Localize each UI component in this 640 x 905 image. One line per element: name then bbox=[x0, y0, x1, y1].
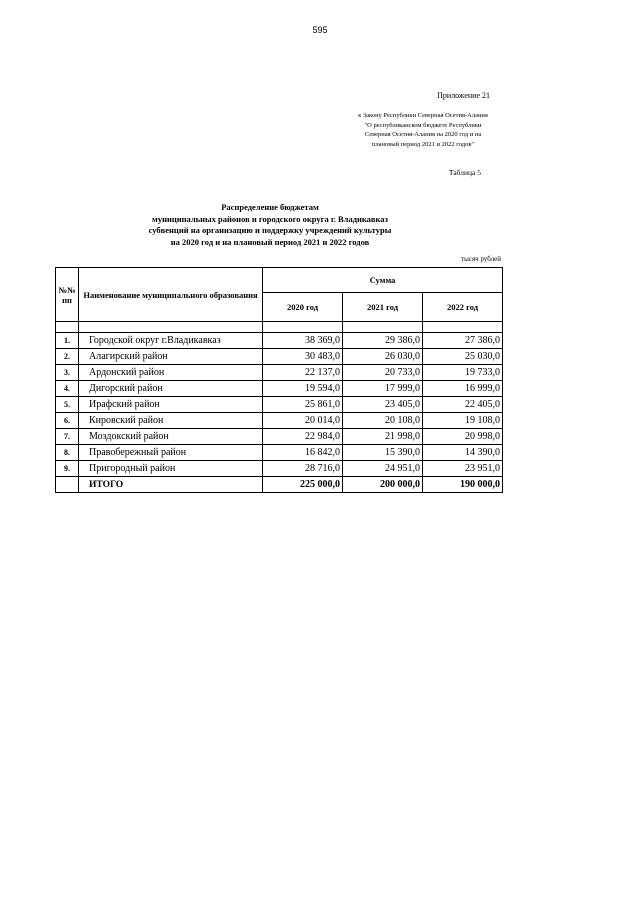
value-2020: 22 137,0 bbox=[263, 365, 343, 381]
value-2021: 20 733,0 bbox=[343, 365, 423, 381]
total-num-cell bbox=[56, 477, 79, 493]
header-sum: Сумма bbox=[263, 268, 503, 293]
table-row bbox=[56, 381, 503, 397]
value-2021: 15 390,0 bbox=[343, 445, 423, 461]
value-2021: 17 999,0 bbox=[343, 381, 423, 397]
municipality-name: Ардонский район bbox=[79, 365, 263, 381]
header-year-2022: 2022 год bbox=[423, 293, 503, 322]
appendix-title: Приложение 21 bbox=[437, 91, 490, 100]
document-title-line: муниципальных районов и городского округа г. Владикавказ bbox=[152, 213, 388, 224]
table-row bbox=[56, 413, 503, 429]
value-2021: 26 030,0 bbox=[343, 349, 423, 365]
municipality-name: Дигорский район bbox=[79, 381, 263, 397]
total-row bbox=[56, 477, 503, 493]
table-row bbox=[56, 365, 503, 381]
row-number: 6. bbox=[56, 413, 79, 429]
header-year-2021: 2021 год bbox=[343, 293, 423, 322]
document-title-line: на 2020 год и на плановый период 2021 и 2022 годов bbox=[170, 236, 370, 247]
row-number: 9. bbox=[56, 461, 79, 477]
municipality-name: Ирафский район bbox=[79, 397, 263, 413]
document-title-line: субвенций на организацию и поддержку учреждений культуры bbox=[148, 225, 392, 235]
total-label: ИТОГО bbox=[79, 477, 263, 493]
table-row bbox=[56, 397, 503, 413]
value-2021: 29 386,0 bbox=[343, 333, 423, 349]
appendix-law-line: Северная Осетия-Алания на 2020 год и на bbox=[364, 131, 482, 138]
table-row bbox=[56, 445, 503, 461]
value-2020: 20 014,0 bbox=[263, 413, 343, 429]
subvention-table bbox=[55, 267, 503, 493]
appendix-law-line: "О республиканском бюджете Республики bbox=[364, 121, 482, 129]
table-row bbox=[56, 429, 503, 445]
units-label: тысяч рублей bbox=[461, 255, 501, 263]
value-2022: 14 390,0 bbox=[423, 445, 503, 461]
row-number: 2. bbox=[56, 349, 79, 365]
table-header-row bbox=[56, 268, 503, 293]
value-2022: 20 998,0 bbox=[423, 429, 503, 445]
spacer-cell bbox=[79, 322, 263, 333]
row-number: 4. bbox=[56, 381, 79, 397]
municipality-name: Моздокский район bbox=[79, 429, 263, 445]
row-number: 8. bbox=[56, 445, 79, 461]
municipality-name: Кировский район bbox=[79, 413, 263, 429]
row-number: 3. bbox=[56, 365, 79, 381]
value-2022: 19 108,0 bbox=[423, 413, 503, 429]
value-2022: 25 030,0 bbox=[423, 349, 503, 365]
appendix-law-line: плановый период 2021 и 2022 годов" bbox=[371, 140, 475, 148]
table-row bbox=[56, 333, 503, 349]
spacer-cell bbox=[343, 322, 423, 333]
value-2020: 19 594,0 bbox=[263, 381, 343, 397]
value-2022: 16 999,0 bbox=[423, 381, 503, 397]
header-year-2020: 2020 год bbox=[263, 293, 343, 322]
header-name: Наименование муниципального образования bbox=[79, 268, 263, 322]
document-title bbox=[90, 202, 450, 248]
table-spacer-row bbox=[56, 322, 503, 333]
row-number: 5. bbox=[56, 397, 79, 413]
table-row bbox=[56, 461, 503, 477]
value-2020: 22 984,0 bbox=[263, 429, 343, 445]
table-row bbox=[56, 349, 503, 365]
page-number: 595 bbox=[312, 25, 328, 35]
document-title-line: Распределение бюджетам bbox=[221, 202, 319, 212]
value-2020: 28 716,0 bbox=[263, 461, 343, 477]
value-2020: 25 861,0 bbox=[263, 397, 343, 413]
value-2021: 24 951,0 bbox=[343, 461, 423, 477]
value-2022: 27 386,0 bbox=[423, 333, 503, 349]
value-2020: 30 483,0 bbox=[263, 349, 343, 365]
appendix-law-reference bbox=[336, 111, 510, 149]
value-2020: 38 369,0 bbox=[263, 333, 343, 349]
total-2020: 225 000,0 bbox=[263, 477, 343, 493]
municipality-name: Алагирский район bbox=[79, 349, 263, 365]
total-2022: 190 000,0 bbox=[423, 477, 503, 493]
value-2022: 22 405,0 bbox=[423, 397, 503, 413]
total-2021: 200 000,0 bbox=[343, 477, 423, 493]
appendix-law-line: к Закону Республики Северная Осетия-Алания bbox=[358, 112, 488, 119]
header-num: №№ пп bbox=[56, 268, 79, 322]
value-2022: 19 733,0 bbox=[423, 365, 503, 381]
table-label: Таблица 5 bbox=[448, 168, 481, 177]
value-2022: 23 951,0 bbox=[423, 461, 503, 477]
spacer-cell bbox=[56, 322, 79, 333]
spacer-cell bbox=[263, 322, 343, 333]
value-2021: 21 998,0 bbox=[343, 429, 423, 445]
municipality-name: Пригородный район bbox=[79, 461, 263, 477]
value-2021: 20 108,0 bbox=[343, 413, 423, 429]
row-number: 1. bbox=[56, 333, 79, 349]
value-2021: 23 405,0 bbox=[343, 397, 423, 413]
municipality-name: Городской округ г.Владикавказ bbox=[79, 333, 263, 349]
row-number: 7. bbox=[56, 429, 79, 445]
spacer-cell bbox=[423, 322, 503, 333]
value-2020: 16 842,0 bbox=[263, 445, 343, 461]
municipality-name: Правобережный район bbox=[79, 445, 263, 461]
